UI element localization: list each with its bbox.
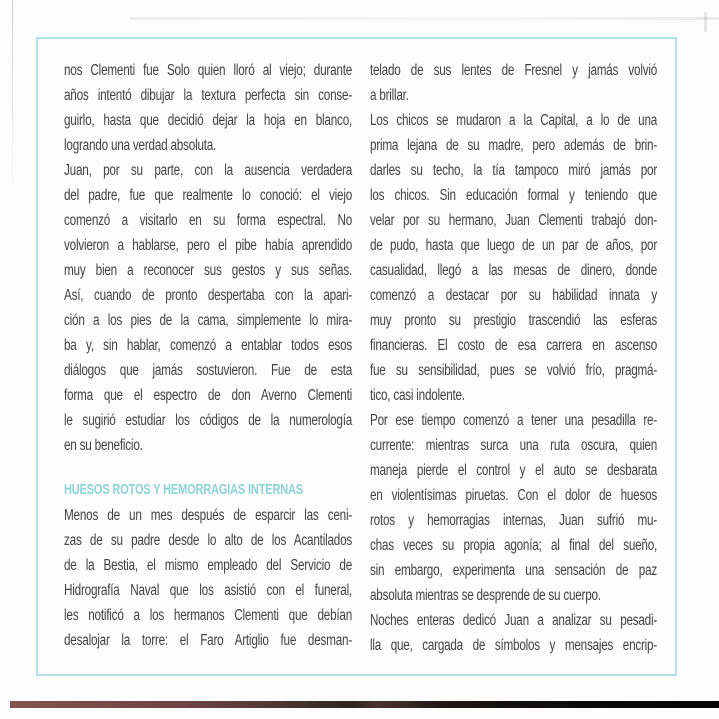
text-line: Hidrografía Naval que los asistió con el funeral, — [64, 582, 353, 599]
text-line: fue su sensibilidad, pues se volvió frío, pragmá- — [370, 362, 658, 379]
text-line: Por ese tiempo comenzó a tener una pesadilla re- — [370, 412, 658, 429]
text-line: sin embargo, experimenta una sensación de paz — [370, 562, 658, 579]
text-line: muy bien a reconocer sus gestos y sus señas. — [64, 262, 353, 279]
text-line: años intentó dibujar la textura perfecta sin conse- — [64, 87, 353, 104]
text-line: muy pronto su prestigio trascendió las esferas — [370, 312, 658, 329]
text-line: tico, casi indolente. — [370, 387, 465, 404]
left-column — [64, 58, 352, 653]
text-line: de la Bestia, el mismo empleado del Servicio de — [64, 557, 353, 574]
scan-artifact-smudge — [130, 17, 719, 20]
text-line: Noches enteras dedicó Juan a analizar su pesadi- — [370, 612, 658, 629]
text-line: ba y, sin hablar, comenzó a entablar todos esos — [64, 337, 353, 354]
text-line: diálogos que jamás sostuvieron. Fue de esta — [64, 362, 353, 379]
text-line: darles su techo, la tía tampoco miró jamás por — [370, 162, 658, 179]
text-line: ción a los pies de la cama, simplemente lo mira- — [64, 312, 353, 329]
text-line: lla que, cargada de símbolos y mensajes encrip- — [370, 637, 658, 654]
paragraph-block — [64, 503, 352, 653]
text-line: Así, cuando de pronto despertaba con la apari- — [64, 287, 353, 304]
text-line: en violentísimas piruetas. Con el dolor de huesos — [370, 487, 658, 504]
text-line: financieras. El costo de esa carrera en ascenso — [370, 337, 658, 354]
text-line: Menos de un mes después de esparcir las ceni- — [64, 507, 353, 524]
text-line: desalojar la torre: el Faro Artiglio fue desman- — [64, 632, 353, 649]
text-line: casualidad, llegó a las mesas de dinero, donde — [370, 262, 658, 279]
text-line: forma que el espectro de don Averno Clementi — [64, 387, 353, 404]
text-line: rotos y hemorragias internas, Juan sufrió mu- — [370, 512, 658, 529]
text-line: del padre, fue que realmente lo conoció: el viejo — [64, 187, 353, 204]
text-line: les notificó a los hermanos Clementi que debían — [64, 607, 353, 624]
text-line: logrando una verdad absoluta. — [64, 137, 217, 154]
right-column — [370, 58, 657, 658]
text-line: Los chicos se mudaron a la Capital, a lo de una — [370, 112, 658, 129]
paragraph-block — [64, 58, 352, 458]
text-line: chas veces su propia agonía; al final del sueño, — [370, 537, 658, 554]
text-line: guirlo, hasta que decidió dejar la hoja en blanco, — [64, 112, 353, 129]
text-line: comenzó a destacar por su habilidad innata y — [370, 287, 658, 304]
page-edge-strip — [10, 701, 719, 708]
text-line: zas de su padre desde lo alto de los Acantilados — [64, 532, 353, 549]
text-line: a brillar. — [370, 87, 409, 104]
text-line: los chicos. Sin educación formal y teniendo que — [370, 187, 658, 204]
paragraph-block — [370, 58, 657, 658]
text-line: en su beneficio. — [64, 437, 143, 454]
text-line: currente: mientras surca una ruta oscura, quien — [370, 437, 658, 454]
text-line: absoluta mientras se desprende de su cuerpo. — [370, 587, 601, 604]
scan-artifact-vertical-line — [12, 0, 13, 195]
text-line: telado de sus lentes de Fresnel y jamás volvió — [370, 62, 658, 79]
text-line: Juan, por su parte, con la ausencia verdadera — [64, 162, 353, 179]
scan-artifact-mark — [704, 12, 707, 32]
text-line: le sugirió estudiar los códigos de la numerología — [64, 412, 353, 429]
text-line: de pudo, hasta que luego de un par de años, por — [370, 237, 658, 254]
text-line: nos Clementi fue Solo quien lloró al viejo; durante — [64, 62, 353, 79]
text-line: comenzó a visitarlo en su forma espectral. No — [64, 212, 353, 229]
text-line: velar por su hermano, Juan Clementi trabajó don- — [370, 212, 658, 229]
text-line: volvieron a hablarse, pero el pibe había aprendido — [64, 237, 353, 254]
section-heading: HUESOS ROTOS Y HEMORRAGIAS INTERNAS — [64, 482, 303, 498]
text-line: prima lejana de su madre, pero además de brin- — [370, 137, 658, 154]
text-line: maneja pierde el control y el auto se desbarata — [370, 462, 658, 479]
